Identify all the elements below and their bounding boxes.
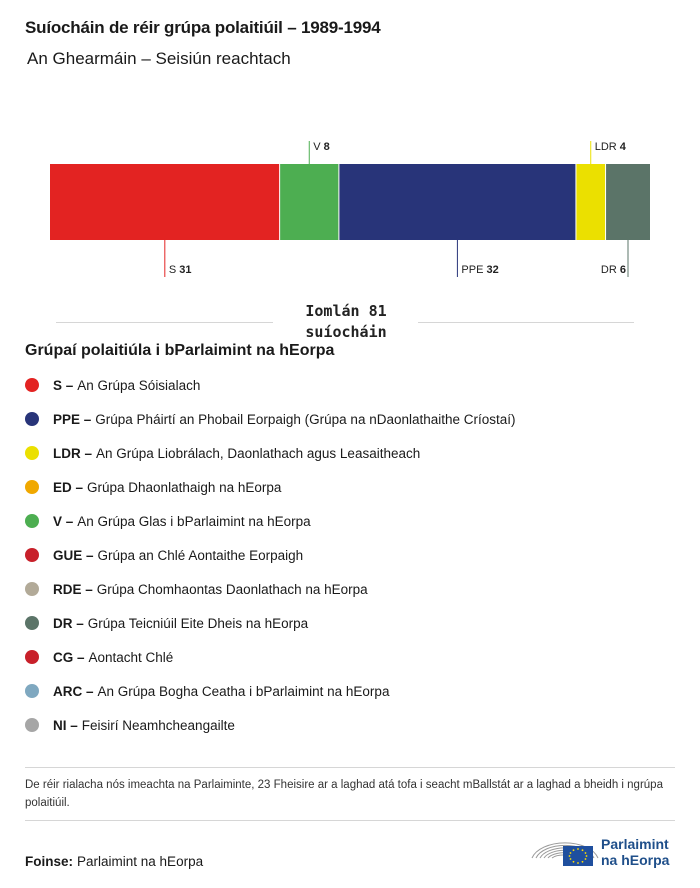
data-label-ldr [595,141,627,153]
legend-abbr: LDR – [53,445,93,461]
legend-abbr: GUE – [53,547,94,563]
legend-item [25,402,516,436]
legend-name: Feisirí Neamhcheangailte [81,717,235,733]
data-label-value: 32 [486,264,499,276]
legend-item [25,504,516,538]
legend-item [25,436,516,470]
total-divider-left [56,322,273,323]
bar-segment-v [280,164,339,240]
legend-name: Grúpa Chomhaontas Daonlathach na hEorpa [96,581,368,597]
data-label-name: LDR [594,141,620,153]
data-label-name: DR [600,264,620,276]
legend-item [25,674,516,708]
data-label-name: PPE [461,264,487,276]
legend-item [25,470,516,504]
bar-segment-s [50,164,280,240]
legend-dot-icon [25,412,39,426]
legend-item [25,708,516,742]
data-label-value: 6 [619,264,626,276]
legend-abbr: DR – [53,615,84,631]
chart-title: Suíocháin de réir grúpa polaitiúil – 1989-1994 [25,18,381,37]
data-label-name: V [313,141,324,153]
data-label-value: 8 [323,141,330,153]
legend-name: Aontacht Chlé [88,649,174,665]
chart-subtitle: An Ghearmáin – Seisiún reachtach [27,49,291,68]
legend-dot-icon [25,650,39,664]
source [25,854,203,869]
legend-dot-icon [25,378,39,392]
legend [25,368,516,742]
legend-title: Grúpaí polaitiúla i bParlaimint na hEorpa [25,342,335,359]
data-label-ppe [461,264,498,276]
legend-item [25,538,516,572]
bar-segment-ldr [576,164,606,240]
legend-abbr: V – [53,513,74,529]
data-label-s [169,264,192,276]
data-label-v [313,141,330,153]
source-value: Parlaimint na hEorpa [77,854,204,869]
total-seats [274,301,418,343]
total-divider-right [418,322,634,323]
data-label-name: S [168,264,180,276]
logo-text [601,836,669,868]
footer-divider-top [25,767,675,768]
bar-segment-ppe [339,164,576,240]
legend-abbr: NI – [53,717,78,733]
logo-text-line1: Parlaimint [601,836,669,852]
legend-dot-icon [25,616,39,630]
total-seats-count: Iomlán 81 [305,302,387,320]
legend-item [25,368,516,402]
legend-name: An Grúpa Glas i bParlaimint na hEorpa [77,513,311,529]
legend-dot-icon [25,446,39,460]
legend-abbr: S – [53,377,74,393]
data-label-value: 31 [179,264,192,276]
legend-name: An Grúpa Sóisialach [77,377,201,393]
legend-name: An Grúpa Liobrálach, Daonlathach agus Leasaitheach [96,445,421,461]
legend-name: An Grúpa Bogha Ceatha i bParlaimint na hEorpa [97,683,390,699]
legend-dot-icon [25,684,39,698]
legend-abbr: PPE – [53,411,92,427]
footnote: De réir rialacha nós imeachta na Parlaiminte, 23 Fheisire ar a laghad atá tofa i seacht mBallstát ar a laghad a bheidh i ngrúpa polaitiúil. [25,779,663,809]
data-label-value: 4 [619,141,626,153]
legend-dot-icon [25,582,39,596]
bar-segment-dr [606,164,650,240]
legend-dot-icon [25,718,39,732]
legend-item [25,640,516,674]
footer-divider-bottom [25,820,675,821]
source-label: Foinse: [25,854,74,869]
seat-bar-chart [0,130,700,290]
total-seats-unit: suíocháin [305,323,387,341]
legend-name: Grúpa Pháirtí an Phobail Eorpaigh (Grúpa na nDaonlathaithe Críostaí) [95,411,516,427]
legend-dot-icon [25,548,39,562]
legend-name: Grúpa Teicniúil Eite Dheis na hEorpa [87,615,309,631]
legend-abbr: ED – [53,479,84,495]
legend-item [25,606,516,640]
legend-abbr: ARC – [53,683,94,699]
data-label-dr [601,264,626,276]
legend-item [25,572,516,606]
logo-text-line2: na hEorpa [601,852,670,868]
legend-name: Grúpa Dhaonlathaigh na hEorpa [87,479,282,495]
legend-name: Grúpa an Chlé Aontaithe Eorpaigh [97,547,304,563]
legend-dot-icon [25,480,39,494]
legend-abbr: RDE – [53,581,93,597]
legend-abbr: CG – [53,649,85,665]
legend-dot-icon [25,514,39,528]
